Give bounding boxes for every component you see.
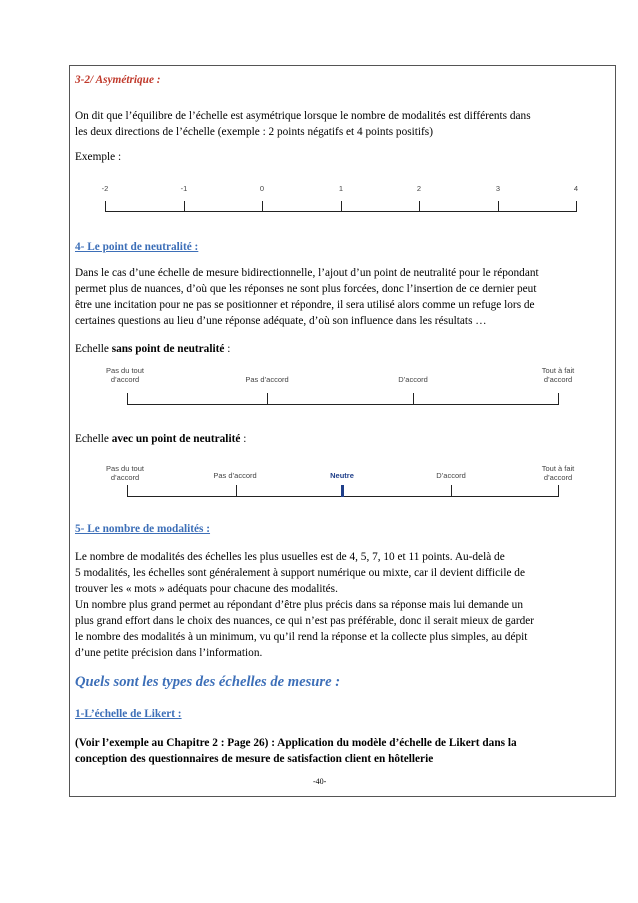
scale-tick-label: 2 — [416, 184, 422, 193]
scale-tick — [498, 201, 499, 212]
scale-with-neutral-caption: Echelle avec un point de neutralité : — [75, 433, 247, 445]
scale-label-disagree: Pas d’accord — [213, 471, 257, 480]
section-5-line-6: le nombre des modalités à un minimum, vu qu’il rend la réponse et la collecte plus simples, au dépit — [75, 631, 528, 643]
scale-label-strongly-disagree: Pas du tout d’accord — [106, 464, 144, 482]
scale-tick — [236, 485, 237, 497]
section-4-line-2: permet plus de nuances, d’où que les réponses ne sont plus forcées, donc l’insertion de ce dernier peut — [75, 283, 537, 295]
section-4-line-4: certaines questions au lieu d’une réponse adéquate, d’où son influence dans les résultats … — [75, 315, 487, 327]
section-5-heading: 5- Le nombre de modalités : — [75, 523, 211, 535]
scale-label-strongly-agree: Tout à fait d’accord — [541, 464, 575, 482]
scale-label-agree: D’accord — [398, 375, 428, 384]
scale-tick-label: 1 — [338, 184, 344, 193]
scale-label-strongly-disagree: Pas du tout d’accord — [106, 366, 144, 384]
section-5-line-4: Un nombre plus grand permet au répondant d’être plus précis dans sa réponse mais lui demande un — [75, 599, 523, 611]
scale-tick-label: 0 — [259, 184, 265, 193]
scale-tick — [127, 485, 128, 497]
section-4-heading: 4- Le point de neutralité : — [75, 241, 199, 253]
scale-label-neutral: Neutre — [330, 471, 354, 480]
page-number: -40- — [313, 777, 327, 786]
section-5-line-3: trouver les « mots » adéquats pour chacune des modalités. — [75, 583, 338, 595]
scale-tick — [413, 393, 414, 405]
scale-tick — [184, 201, 185, 212]
scale-tick — [127, 393, 128, 405]
scale-tick — [558, 485, 559, 497]
example-label: Exemple : — [75, 151, 122, 163]
section-4-line-1: Dans le cas d’une échelle de mesure bidirectionnelle, l’ajout d’un point de neutralité pour le répondant — [75, 267, 539, 279]
section-5-line-5: plus grand effort dans le choix des nuances, ce qui n’est pas préférable, donc il serait mieux de garder — [75, 615, 535, 627]
scale-axis-line — [127, 404, 559, 405]
scale-tick — [558, 393, 559, 405]
scale-without-neutral-caption: Echelle sans point de neutralité : — [75, 343, 231, 355]
scale-tick — [419, 201, 420, 212]
scale-tick — [267, 393, 268, 405]
scale-tick — [576, 201, 577, 212]
scale-label-strongly-agree: Tout à fait d’accord — [541, 366, 575, 384]
likert-note-line-2: conception des questionnaires de mesure de satisfaction client en hôtellerie — [75, 753, 434, 765]
section-4-line-3: être une incitation pour ne pas se positionner et répondre, il sera utilisé alors comme un refuge lors de — [75, 299, 535, 311]
scale-label-disagree: Pas d’accord — [245, 375, 289, 384]
likert-heading: 1-L’échelle de Likert : — [75, 708, 182, 720]
scale-tick-label: 4 — [573, 184, 579, 193]
section-5-line-2: 5 modalités, les échelles sont généralement à support numérique ou mixte, car il devient difficile de — [75, 567, 525, 579]
scale-tick — [341, 201, 342, 212]
scale-tick — [451, 485, 452, 497]
scale-tick-label: 3 — [495, 184, 501, 193]
scale-tick-label: -1 — [180, 184, 188, 193]
scale-label-agree: D’accord — [436, 471, 466, 480]
scale-tick-label: -2 — [101, 184, 109, 193]
scale-tick-neutral — [341, 485, 344, 497]
section-5-line-7: d’une petite précision dans l’information. — [75, 647, 263, 659]
section-3-2-heading: 3-2/ Asymétrique : — [75, 74, 161, 86]
types-heading: Quels sont les types des échelles de mesure : — [75, 674, 341, 690]
scale-tick — [105, 201, 106, 212]
scale-tick — [262, 201, 263, 212]
section-3-2-line-1: On dit que l’équilibre de l’échelle est asymétrique lorsque le nombre de modalités est différents dans — [75, 110, 531, 122]
section-3-2-line-2: les deux directions de l’échelle (exemple : 2 points négatifs et 4 points positifs) — [75, 126, 433, 138]
likert-note-line-1: (Voir l’exemple au Chapitre 2 : Page 26) : Application du modèle d’échelle de Likert dans la — [75, 737, 517, 749]
section-5-line-1: Le nombre de modalités des échelles les plus usuelles est de 4, 5, 7, 10 et 11 points. Au-delà de — [75, 551, 505, 563]
